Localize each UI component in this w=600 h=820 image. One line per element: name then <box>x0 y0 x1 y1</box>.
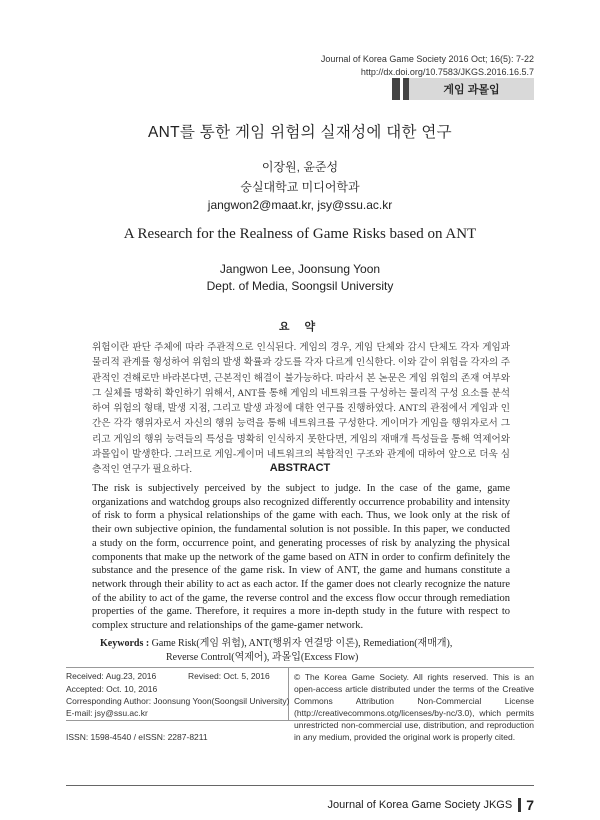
keywords-label: Keywords : <box>100 638 150 649</box>
keywords-line-2: Reverse Control(역제어), 과몰입(Excess Flow) <box>166 652 359 663</box>
section-tag-bar <box>392 78 400 100</box>
accepted-date: Accepted: Oct. 10, 2016 <box>66 684 158 694</box>
journal-citation: Journal of Korea Game Society 2016 Oct; 16(5): 7-22 <box>320 54 534 64</box>
revised-date: Revised: Oct. 5, 2016 <box>188 671 270 681</box>
footer-separator <box>518 798 521 812</box>
corresponding-author: Corresponding Author: Joonsung Yoon(Soongsil University) <box>66 696 290 706</box>
author-emails: jangwon2@maat.kr, jsy@ssu.ac.kr <box>207 198 393 212</box>
doi-link[interactable]: http://dx.doi.org/10.7583/JKGS.2016.16.5.7 <box>360 67 534 77</box>
footer-journal: Journal of Korea Game Society JKGS <box>327 799 513 811</box>
paper-title-korean: ANT를 통한 게임 위험의 실재성에 대한 연구 <box>148 124 452 141</box>
received-date: Received: Aug.23, 2016 <box>66 671 157 681</box>
abstract-english: The risk is subjectively perceived by the subject to judge. In the case of the game, game organizations and watchdog groups also recognized differently occurrence probability and intensity of risk to form a physical relationships of the game with each. Thus, we look only at the risk of their own subjective opinion, the fundamental solution is not possible. In this paper, we conducted a study on the form, occurrence point, and generating processes of risk by analyzing the physical components that make up the network of the game based on ATN in order to confirm definitely the substance and the presence of the game risk. In view of ANT, the game and humans constitute a network through their ability to act as each actor. If the gamer does not clearly recognize the nature of the ability to act of the game, the reverse control and the excess flow occur through remediation properties of the game. Therefore, it requires a more in-depth study in the future with respect to complex structure and relationships of the game-gamer network. <box>92 483 510 632</box>
abstract-korean: 위험이란 판단 주체에 따라 주관적으로 인식된다. 게임의 경우, 게임 단체와 감시 단체도 각자 게임과 물리적 관계를 형성하여 위험의 발생 확률과 강도를 각자 다르게 인식한다. 이와 같이 위험을 각자의 주관적인 견해로만 바라본다면, 근본적인 해결이 불가능하다. 따라서 본 논문은 게임 위험의 존재 여부와 그 실체를 명확히 확인하기 위해서, ANT를 통해 게임의 네트워크를 구성하는 물리적 구성 요소를 분석하여 위험의 형태, 발생 지점, 그리고 발생 과정에 대한 연구를 진행하였다. ANT의 관점에서 게임과 인간은 각각 행위자로서 자신의 행위 능력을 통해 네트워크를 구성한다. 게이머가 게임을 행위자로서 그리고 게임의 행위 능력들의 특성을 명확히 인식하지 못한다면, 게임의 재매개 특성들을 통해 역제어와 과몰입이 발생한다. 그러므로 게임-게이머 네트워크의 복합적인 구조와 관계에 대하여 앞으로 더욱 심층적인 연구가 필요하다. <box>92 342 510 476</box>
authors-english: Jangwon Lee, Joonsung Yoon <box>219 262 381 276</box>
divider <box>288 667 289 720</box>
abstract-english-heading: ABSTRACT <box>269 462 331 474</box>
section-tag <box>392 78 534 100</box>
page-number: 7 <box>526 797 534 813</box>
abstract-korean-heading: 요 약 <box>278 321 322 333</box>
corresponding-email: E-mail: jsy@ssu.ac.kr <box>66 708 148 718</box>
keywords-line-1: Game Risk(게임 위험), ANT(행위자 연결망 이론), Remediation(재매개), <box>151 638 453 649</box>
page-footer <box>328 797 534 813</box>
issn: ISSN: 1598-4540 / eISSN: 2287-8211 <box>66 732 208 742</box>
section-tag-label: 게임 과몰입 <box>409 78 534 100</box>
divider <box>66 667 534 668</box>
footer-divider <box>66 785 534 786</box>
authors-korean: 이장원, 윤준성 <box>261 160 339 174</box>
paper-title-english: A Research for the Realness of Game Risks based on ANT <box>123 226 477 242</box>
keywords <box>100 637 520 665</box>
license-notice: © The Korea Game Society. All rights reserved. This is an open-access article distributed under the terms of the Creative Commons Attribution Non-Commercial License (http://creativecommons.otg/licenses/by-nc/3.0), which permits unrestricted non-commercial use, distribution, and reproduction in any medium, provided the original work is properly cited. <box>294 672 534 743</box>
affiliation-english: Dept. of Media, Soongsil University <box>206 279 394 293</box>
affiliation-korean: 숭실대학교 미디어학과 <box>240 180 360 194</box>
